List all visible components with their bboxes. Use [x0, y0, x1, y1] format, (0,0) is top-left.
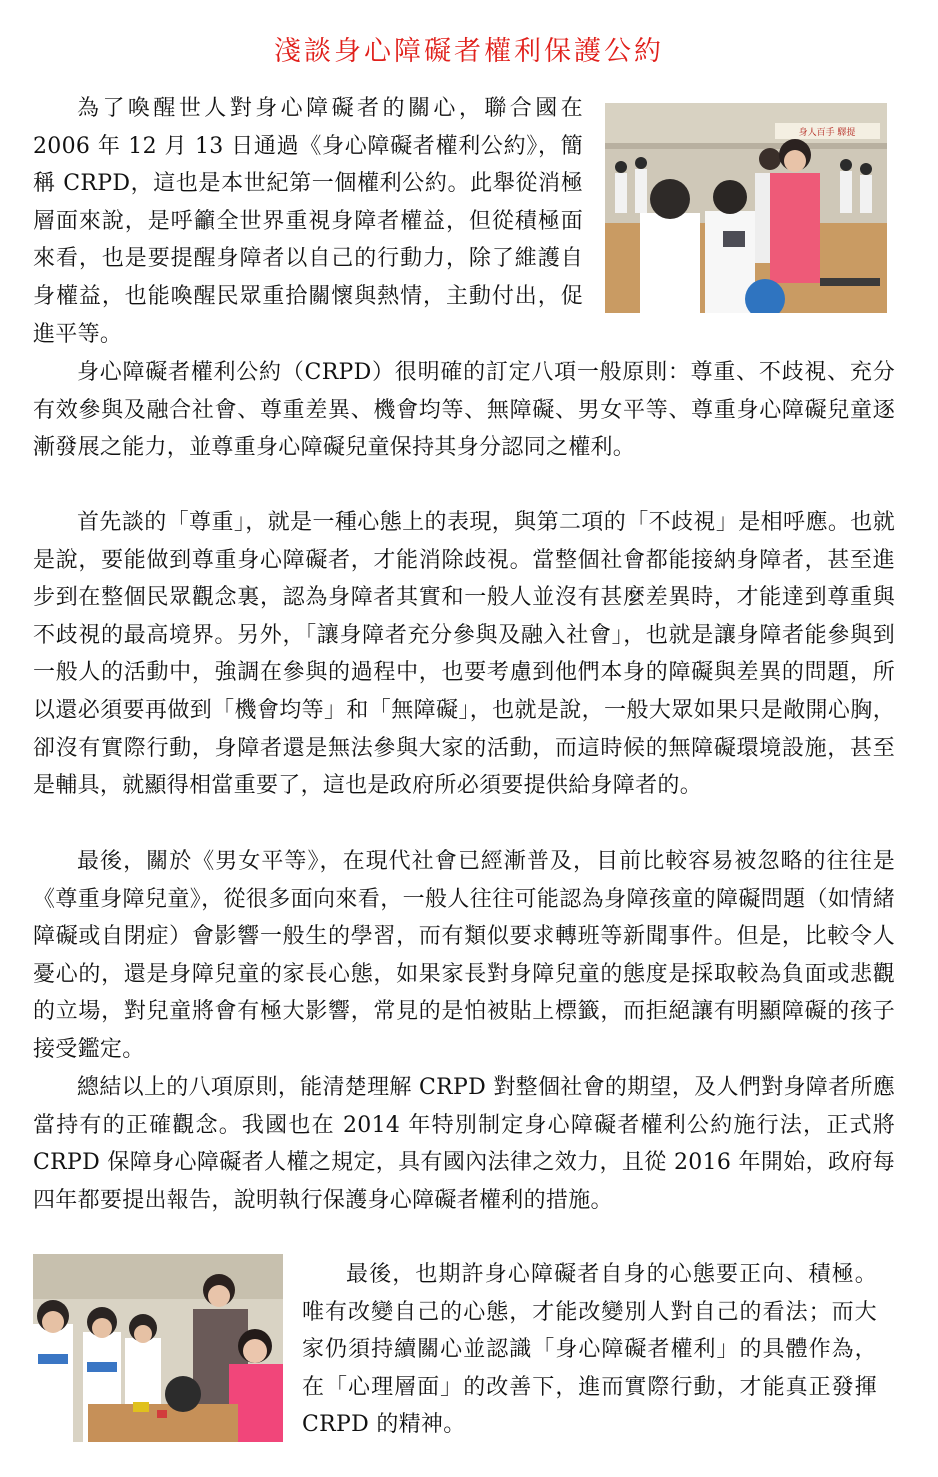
gym-banner-text: 身人百手 驛提 — [798, 128, 856, 138]
gym-activity-photo — [605, 103, 887, 313]
classroom-activity-photo — [33, 1254, 283, 1442]
paragraph-summary: 總結以上的八項原則，能清楚理解 CRPD 對整個社會的期望，及人們對身障者所應當持有的正確觀念。我國也在 2014 年特別制定身心障礙者權利公約施行法，正式將 CRPD 保障身心障礙者人權之規定，具有國內法律之效力，且從 2016 年開始，政府每四年都要提出報告，說明執行保護身心障礙者權利的措施。 — [33, 1075, 895, 1213]
paragraph-principles: 身心障礙者權利公約（CRPD）很明確的訂定八項一般原則：尊重、不歧視、充分有效參與及融合社會、尊重差異、機會均等、無障礙、男女平等、尊重身心障礙兒童逐漸發展之能力，並尊重身心障礙兒童保持其身分認同之權利。 — [33, 360, 895, 461]
paragraph-children: 最後，關於《男女平等》，在現代社會已經漸普及，目前比較容易被忽略的往往是《尊重身障兒童》，從很多面向來看，一般人往往可能認為身障孩童的障礙問題（如情緒障礙或自閉症）會影響一般生的學習，而有類似要求轉班等新聞事件。但是，比較令人憂心的，還是身障兒童的家長心態，如果家長對身障兒童的態度是採取較為負面或悲觀的立場，對兒童將會有極大影響，常見的是怕被貼上標籤，而拒絕讓有明顯障礙的孩子接受鑑定。 — [33, 849, 895, 1062]
article-title: 淺談身心障礙者權利保護公約 — [274, 36, 664, 67]
gym-activity-illustration — [605, 103, 887, 313]
classroom-activity-illustration — [33, 1254, 283, 1442]
paragraph-conclusion: 最後，也期許身心障礙者自身的心態要正向、積極。唯有改變自己的心態，才能改變別人對自己的看法；而大家仍須持續關心並認識「身心障礙者權利」的具體作為，在「心理層面」的改善下，進而實際行動，才能真正發揮 CRPD 的精神。 — [302, 1262, 877, 1438]
paragraph-respect: 首先談的「尊重」，就是一種心態上的表現，與第二項的「不歧視」是相呼應。也就是說，要能做到尊重身心障礙者，才能消除歧視。當整個社會都能接納身障者，甚至進步到在整個民眾觀念裏，認為身障者其實和一般人並沒有甚麼差異時，才能達到尊重與不歧視的最高境界。另外，「讓身障者充分參與及融入社會」，也就是讓身障者能參與到一般人的活動中，強調在參與的過程中，也要考慮到他們本身的障礙與差異的問題，所以還必須要再做到「機會均等」和「無障礙」，也就是說，一般大眾如果只是敞開心胸，卻沒有實際行動，身障者還是無法參與大家的活動，而這時候的無障礙環境設施，甚至是輔具，就顯得相當重要了，這也是政府所必須要提供給身障者的。 — [33, 510, 895, 799]
paragraph-intro: 為了喚醒世人對身心障礙者的關心，聯合國在 2006 年 12 月 13 日通過《身心障礙者權利公約》，簡稱 CRPD，這也是本世紀第一個權利公約。此舉從消極層面來說，是呼籲全世界重視身障者權益，但從積極面來看，也是要提醒身障者以自己的行動力，除了維護自身權益，也能喚醒民眾重拾關懷與熱情，主動付出，促進平等。 — [33, 96, 583, 347]
